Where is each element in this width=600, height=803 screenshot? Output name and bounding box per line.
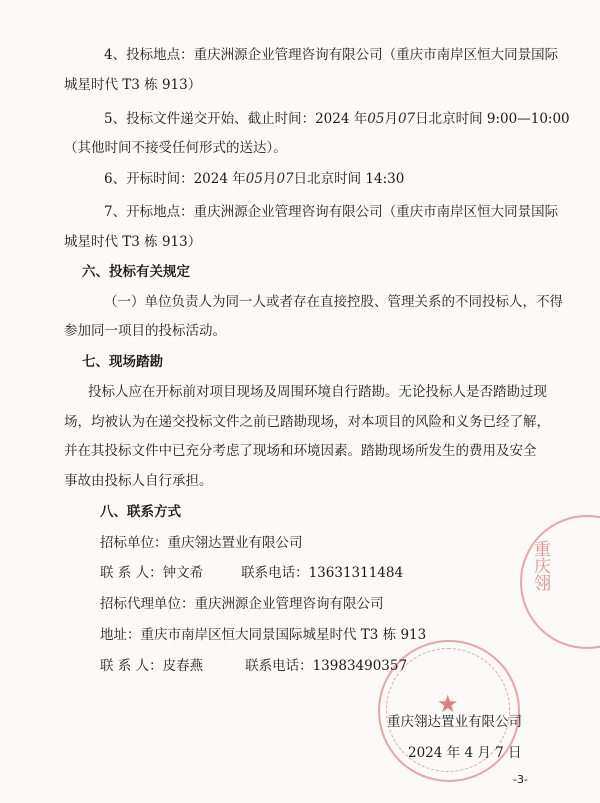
item-5-year: 2024 年: [315, 111, 368, 127]
item-4-cont: 城星时代 T3 栋 913）: [64, 77, 202, 93]
item-5-mlabel: 月: [384, 111, 398, 127]
item-6-label: 6、开标时间：: [104, 171, 194, 187]
contact-1-name: 联 系 人：钟文希: [100, 565, 204, 581]
item-5-label: 5、投标文件递交开始、截止时间：: [104, 111, 316, 127]
section-6-para-1: （一）单位负责人为同一人或者存在直接控股、管理关系的不同投标人，不得: [104, 294, 563, 310]
item-7-cont: 城星时代 T3 栋 913）: [64, 234, 202, 250]
section-7-line-3: 并在其投标文件中已充分考虑了现场和环境因素。踏勘现场所发生的费用及安全: [64, 443, 537, 459]
signature-date: 2024 年 4 月 7 日: [408, 745, 522, 761]
item-4-line: [104, 45, 558, 65]
item-6-line: [104, 169, 404, 189]
section-7-title: 七、现场踏勘: [82, 354, 163, 370]
seal-star-icon: ★: [437, 690, 459, 718]
section-7-line-1: 投标人应在开标前对项目现场及周围环境自行踏勘。无论投标人是否踏勘过现: [88, 384, 547, 400]
contact-2-name: 联 系 人：皮春燕: [100, 658, 204, 674]
section-6-title: 六、投标有关规定: [82, 264, 190, 280]
section-7-line-4: 事故由投标人自行承担。: [64, 473, 213, 489]
item-5-rest: 日北京时间 9:00—10:00: [415, 111, 570, 127]
section-7-line-2: 场，均被认为在递交投标文件之前已踏勘现场，对本项目的风险和义务已经了解，: [64, 414, 550, 430]
page-number: -3-: [513, 773, 528, 786]
item-6-mlabel: 月: [262, 171, 277, 187]
item-7-line: [104, 202, 558, 222]
item-4-label: 4、投标地点：: [104, 47, 194, 63]
section-8-title: 八、联系方式: [100, 504, 181, 520]
item-6-day: 07: [276, 171, 294, 187]
contact-1-phone: 联系电话：13631311484: [241, 565, 404, 581]
item-5-day: 07: [397, 111, 416, 127]
item-6-month: 05: [245, 171, 263, 187]
section-6-para-2: 参加同一项目的投标活动。: [64, 323, 226, 339]
address-line: 地址：重庆市南岸区恒大同景国际城星时代 T3 栋 913: [100, 627, 427, 643]
agent-line: 招标代理单位：重庆洲源企业管理咨询有限公司: [100, 596, 384, 612]
contact-1-line: [100, 563, 403, 583]
item-7-value: 重庆洲源企业管理咨询有限公司（重庆市南岸区恒大同景国际: [193, 204, 559, 220]
contact-2-phone: 联系电话：13983490357: [245, 658, 408, 674]
item-5-line: [104, 109, 570, 129]
tenderer-line: 招标单位：重庆翎达置业有限公司: [100, 535, 303, 551]
item-6-year: 2024 年: [193, 171, 246, 187]
item-6-rest: 日北京时间 14:30: [293, 171, 405, 187]
item-5-cont: （其他时间不接受任何形式的送达）。: [64, 140, 287, 156]
item-4-value: 重庆洲源企业管理咨询有限公司（重庆市南岸区恒大同景国际: [193, 47, 559, 63]
contact-2-line: [100, 656, 407, 676]
item-5-month: 05: [367, 111, 385, 127]
right-stamp-text: 重庆翎: [530, 540, 550, 591]
signature-company: 重庆翎达置业有限公司: [387, 714, 522, 730]
item-7-label: 7、开标地点：: [104, 204, 194, 220]
